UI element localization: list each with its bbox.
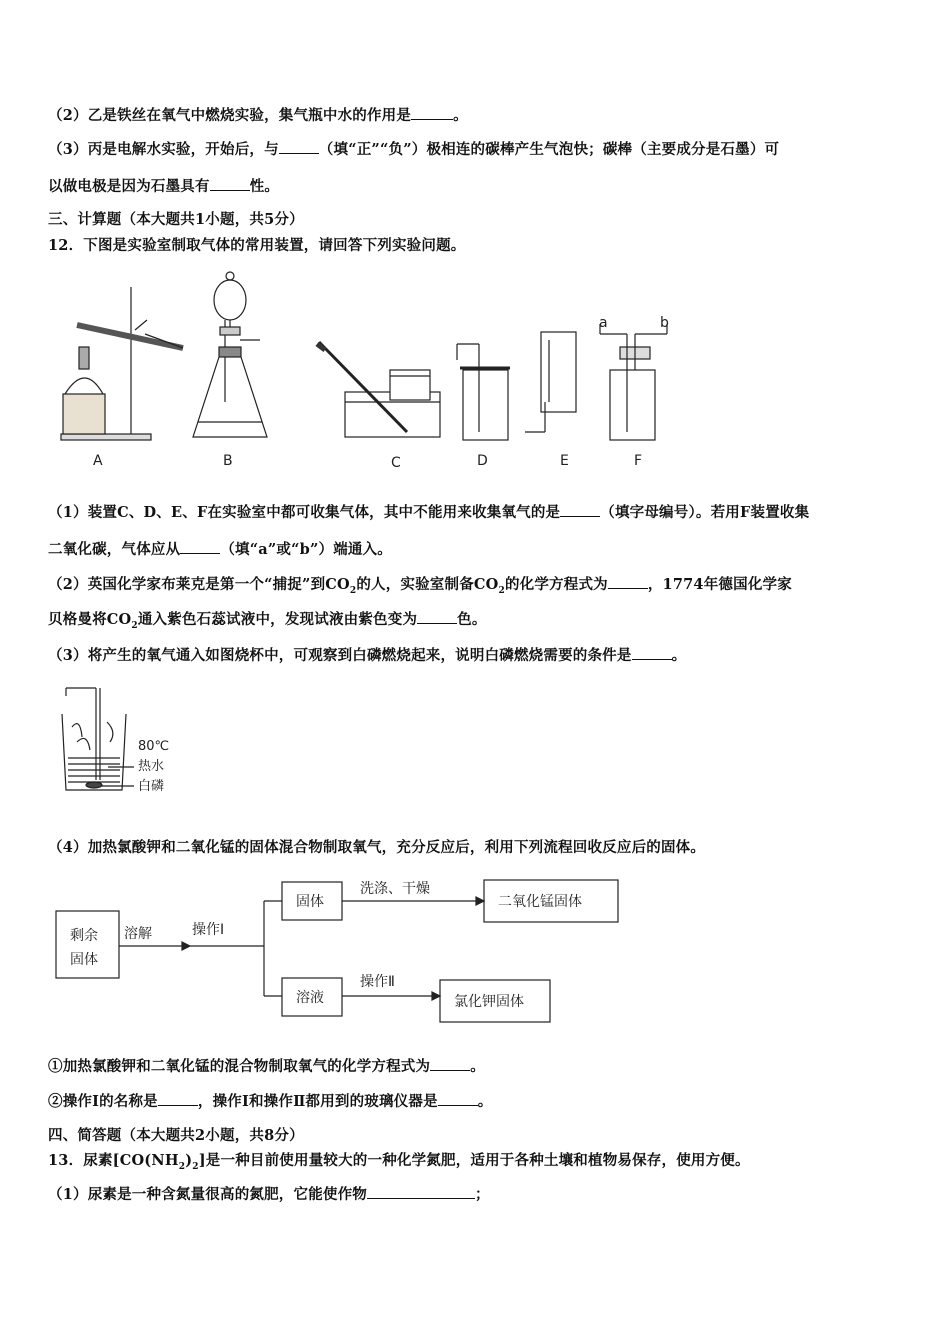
flowchart	[52, 868, 632, 1028]
answer-blank[interactable]	[158, 1091, 198, 1106]
flow-op1: 操作Ⅰ	[192, 922, 225, 938]
p1-line: （1）装置C、D、E、F在实验室中都可收集气体，其中不能用来收集氧气的是 （填字母编号）。若用F装置收集	[48, 504, 810, 521]
answer-blank[interactable]	[560, 502, 600, 517]
p3-line: （3）将产生的氧气通入如图烧杯中，可观察到白磷燃烧起来，说明白磷燃烧需要的条件是 。	[48, 647, 687, 664]
label-b: B	[223, 453, 233, 469]
answer-blank[interactable]	[417, 609, 457, 624]
c1-line: ①加热氯酸钾和二氧化锰的混合物制取氧气的化学方程式为 。	[48, 1058, 485, 1075]
answer-blank[interactable]	[632, 645, 672, 660]
flow-solid: 固体	[296, 894, 324, 910]
apparatus-a	[61, 287, 183, 440]
flow-dissolve: 溶解	[124, 926, 152, 942]
answer-blank[interactable]	[210, 176, 250, 191]
flow-start-2: 固体	[70, 952, 98, 968]
port-b: b	[660, 315, 669, 331]
white-phosphorus-label: 白磷	[138, 779, 165, 794]
apparatus-d	[457, 344, 510, 440]
flow-wash: 洗涤、干燥	[360, 881, 430, 897]
apparatus-f	[600, 324, 667, 440]
section-4-heading: 四、简答题（本大题共2小题，共8分）	[48, 1127, 304, 1144]
answer-blank[interactable]	[430, 1056, 470, 1071]
answer-blank[interactable]	[367, 1184, 475, 1199]
label-a: A	[93, 453, 103, 469]
q2-line: （2）乙是铁丝在氧气中燃烧实验，集气瓶中水的作用是 。	[48, 107, 468, 124]
p4-line: （4）加热氯酸钾和二氧化锰的固体混合物制取氧气，充分反应后，利用下列流程回收反应后的固体。	[48, 839, 706, 856]
p2-line: （2）英国化学家布莱克是第一个“捕捉”到$CO_2$的人，实验室制备$CO_2$的化学方程式为 ，1774年德国化学家	[48, 576, 792, 596]
p1-line-cont: 二氧化碳，气体应从 （填“a”或“b”）端通入。	[48, 541, 393, 558]
temp-label: 80℃	[138, 739, 170, 754]
flow-op2: 操作Ⅱ	[360, 974, 395, 990]
flow-mno2: 二氧化锰固体	[498, 894, 582, 910]
apparatus-e	[525, 332, 576, 432]
apparatus-b	[193, 272, 267, 437]
hot-water-label: 热水	[138, 759, 165, 774]
answer-blank[interactable]	[180, 539, 220, 554]
label-f: F	[634, 453, 643, 469]
flow-start-1: 剩余	[70, 928, 98, 944]
flow-kcl: 氯化钾固体	[454, 994, 524, 1010]
beaker-figure	[52, 682, 202, 802]
q3-line: （3）丙是电解水实验，开始后，与 （填“正”“负”）极相连的碳棒产生气泡快；碳棒（主要成分是石墨）可	[48, 141, 780, 158]
answer-blank[interactable]	[438, 1091, 478, 1106]
q13-title: 13．尿素$[CO(NH_2)_2]$是一种目前使用量较大的一种化学氮肥，适用于各种土壤和植物易保存，使用方便。	[48, 1152, 750, 1172]
answer-blank[interactable]	[608, 574, 648, 589]
flow-solution: 溶液	[296, 990, 324, 1006]
q3-line-cont: 以做电极是因为石墨具有 性。	[48, 178, 280, 195]
answer-blank[interactable]	[411, 105, 453, 120]
answer-blank[interactable]	[279, 139, 319, 154]
c2-line: ②操作Ⅰ的名称是 ，操作Ⅰ和操作Ⅱ都用到的玻璃仪器是 。	[48, 1093, 493, 1110]
apparatus-figure	[55, 262, 695, 472]
label-d: D	[477, 453, 488, 469]
label-c: C	[391, 455, 401, 471]
port-a: a	[599, 315, 608, 331]
apparatus-c	[317, 342, 440, 437]
section-3-heading: 三、计算题（本大题共1小题，共5分）	[48, 211, 304, 228]
q13-1-line: （1）尿素是一种含氮量很高的氮肥，它能使作物 ；	[48, 1186, 490, 1203]
p2-line-cont: 贝格曼将$CO_2$通入紫色石蕊试液中，发现试液由紫色变为 色。	[48, 611, 487, 631]
q12-title: 12．下图是实验室制取气体的常用装置，请回答下列实验问题。	[48, 237, 466, 254]
label-e: E	[560, 453, 569, 469]
